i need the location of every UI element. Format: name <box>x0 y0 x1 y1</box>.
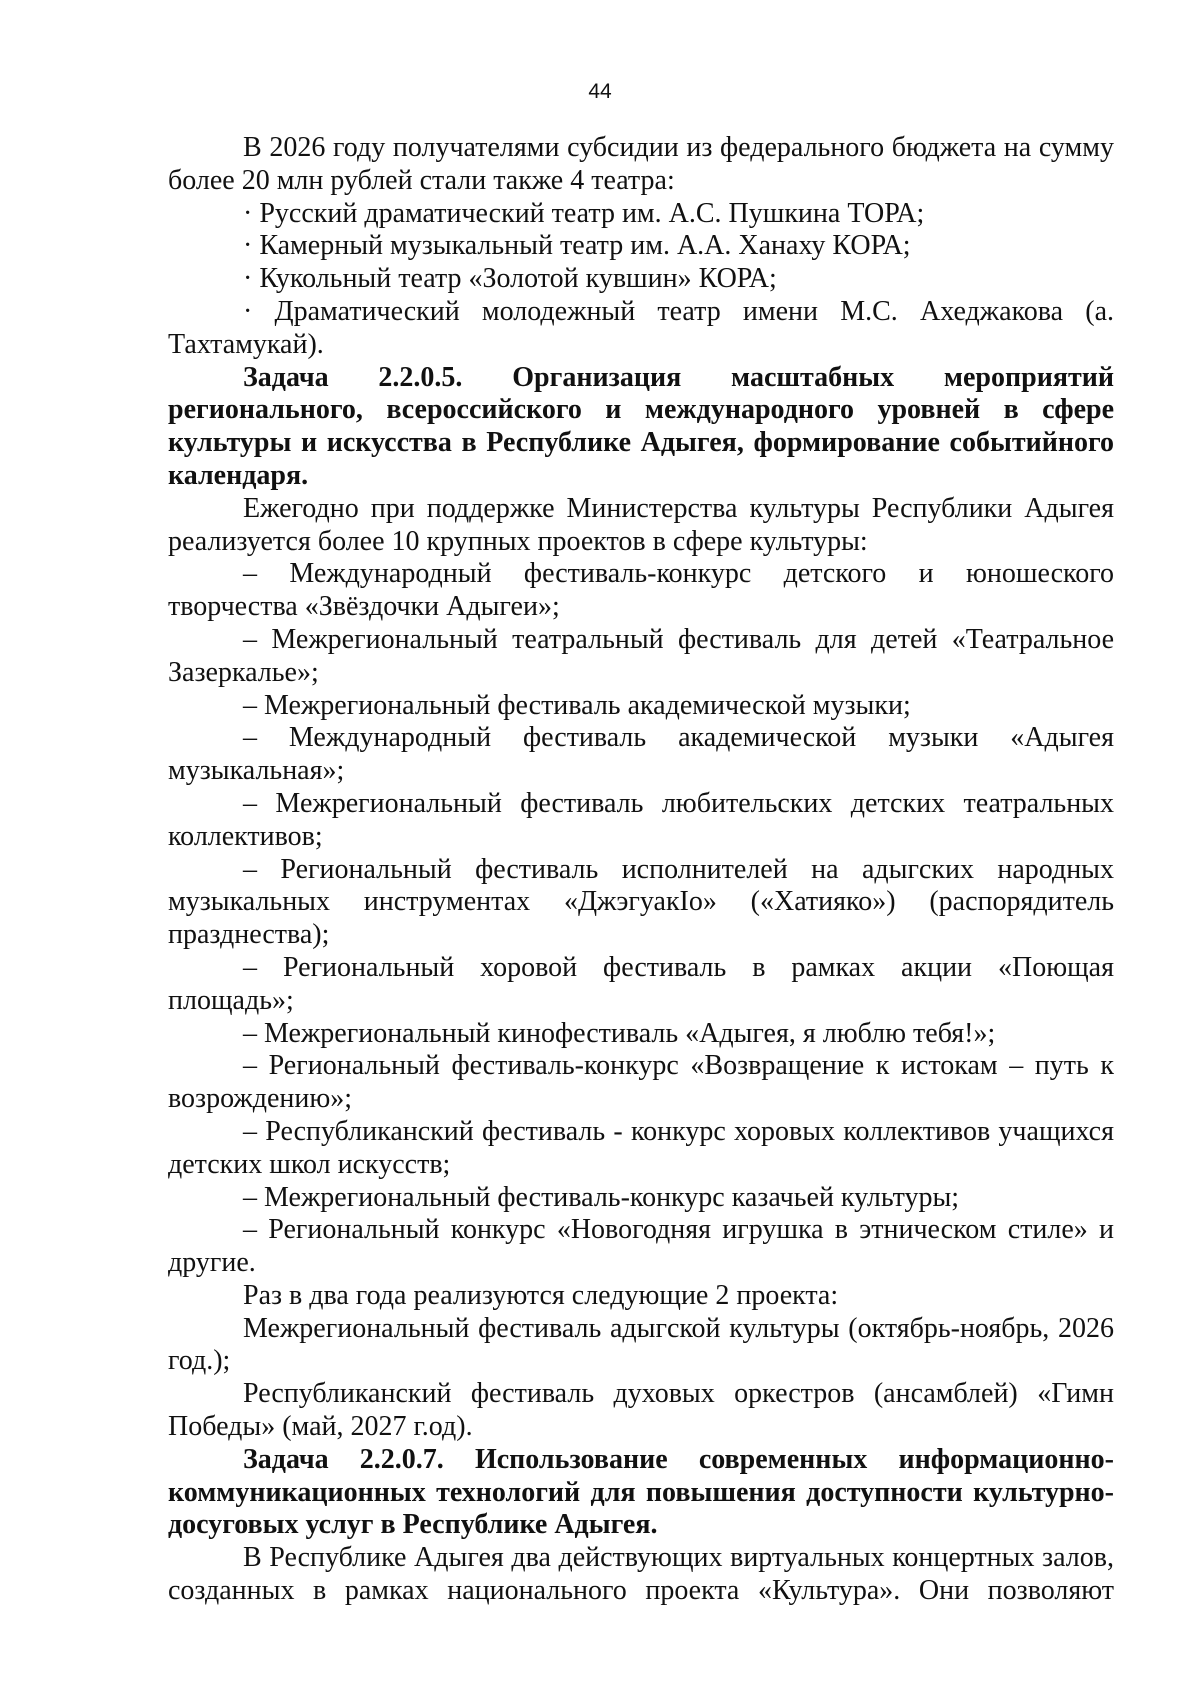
task-heading-2205: Задача 2.2.0.5. Организация масштабных мероприятий регионального, всероссийского и международного уровней в сфере культуры и искусства в Республике Адыгея, формирование событийного календаря. <box>168 361 1114 491</box>
paragraph-annual-projects: Ежегодно при поддержке Министерства культуры Республики Адыгея реализуется более 10 крупных проектов в сфере культуры: <box>168 492 1114 557</box>
list-item-theatre: · Русский драматический театр им. А.С. Пушкина ТОРА; <box>243 197 925 229</box>
list-item-project: – Республиканский фестиваль - конкурс хоровых коллективов учащихся детских школ искусств; <box>168 1115 1114 1180</box>
list-item-project: – Межрегиональный фестиваль-конкурс казачьей культуры; <box>243 1181 960 1213</box>
paragraph-biennial-intro: Раз в два года реализуются следующие 2 проекта: <box>243 1279 839 1311</box>
list-item-project: – Международный фестиваль академической музыки «Адыгея музыкальная»; <box>168 722 1114 787</box>
list-item-project: – Межрегиональный фестиваль академической музыки; <box>243 689 911 721</box>
list-item-project: – Региональный фестиваль исполнителей на адыгских народных музыкальных инструментах «ДжэгуакIо» («Хатияко») (распорядитель празднества); <box>168 853 1114 951</box>
list-item-project: – Региональный фестиваль-конкурс «Возвращение к истокам – путь к возрождению»; <box>168 1050 1114 1115</box>
paragraph-biennial-project: Межрегиональный фестиваль адыгской культуры (октябрь-ноябрь, 2026 год.); <box>168 1312 1114 1377</box>
list-item-project: – Межрегиональный кинофестиваль «Адыгея, я люблю тебя!»; <box>243 1017 996 1049</box>
list-item-project: – Региональный конкурс «Новогодняя игрушка в этническом стиле» и другие. <box>168 1214 1114 1279</box>
list-item-project: – Межрегиональный театральный фестиваль для детей «Театральное Зазеркалье»; <box>168 623 1114 688</box>
document-body <box>168 132 1114 1608</box>
task-heading-2207: Задача 2.2.0.7. Использование современных информационно-коммуникационных технологий для повышения доступности культурно-досуговых услуг в Республике Адыгея. <box>168 1443 1114 1541</box>
page-number: 44 <box>588 80 612 103</box>
list-item-theatre: · Камерный музыкальный театр им. А.А. Ханаху КОРА; <box>243 230 911 262</box>
paragraph-biennial-project: Республиканский фестиваль духовых оркестров (ансамблей) «Гимн Победы» (май, 2027 г.од). <box>168 1378 1114 1443</box>
list-item-project: – Региональный хоровой фестиваль в рамках акции «Поющая площадь»; <box>168 951 1114 1016</box>
paragraph-subsidy-intro: В 2026 году получателями субсидии из федерального бюджета на сумму более 20 млн рублей стали также 4 театра: <box>168 132 1114 196</box>
list-item-project: – Международный фестиваль-конкурс детского и юношеского творчества «Звёздочки Адыгеи»; <box>168 558 1114 623</box>
list-item-project: – Межрегиональный фестиваль любительских детских театральных коллективов; <box>168 787 1114 852</box>
list-item-theatre: · Драматический молодежный театр имени М.С. Ахеджакова (а. Тахтамукай). <box>168 295 1114 360</box>
list-item-theatre: · Кукольный театр «Золотой кувшин» КОРА; <box>243 263 777 295</box>
paragraph-virtual-halls: В Республике Адыгея два действующих виртуальных концертных залов, созданных в рамках национального проекта «Культура». Они позволяют <box>168 1542 1114 1607</box>
